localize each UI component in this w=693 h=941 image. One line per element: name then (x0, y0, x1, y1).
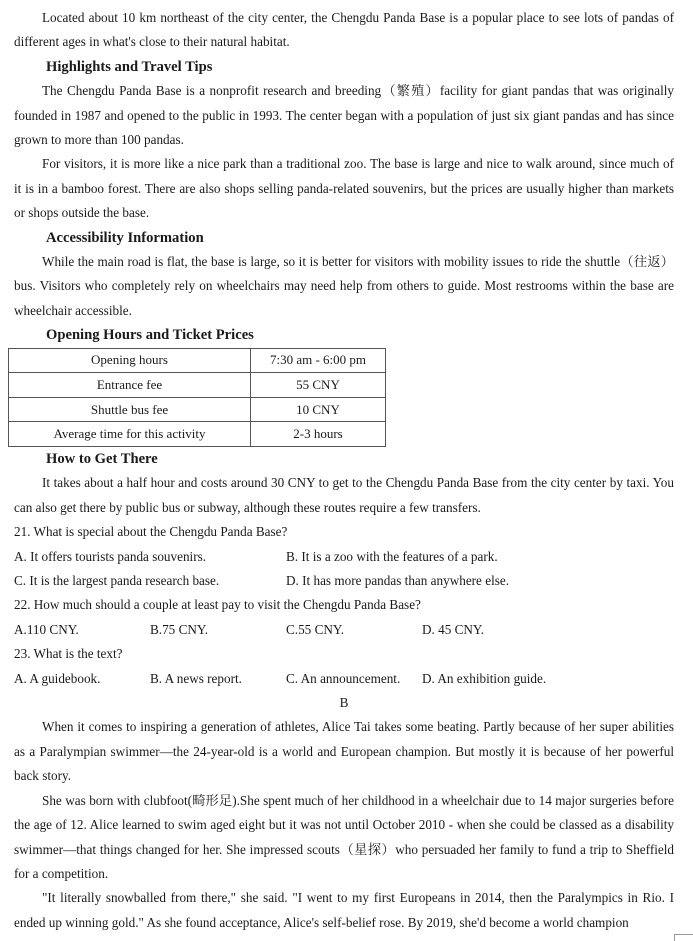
highlights-heading: Highlights and Travel Tips (46, 58, 213, 75)
question-23: 23. What is the text? (14, 646, 123, 662)
hours-heading: Opening Hours and Ticket Prices (46, 327, 254, 344)
question-21-options-row-1 (14, 545, 674, 569)
option-b: B. It is a zoo with the features of a park. (286, 548, 498, 564)
table-row (9, 422, 386, 447)
highlights-paragraph-2: For visitors, it is more like a nice park than a traditional zoo. The base is large and nice to walk around, since much of it is in a bamboo forest. There are also shops selling panda-related souvenirs, but the prices are usually higher than markets or shops outside the base. (14, 156, 674, 221)
accessibility-heading: Accessibility Information (46, 229, 204, 246)
option-a: A. It offers tourists panda souvenirs. (14, 548, 207, 564)
option-b: B. A news report. (150, 670, 242, 686)
passage-b-paragraph-2: She was born with clubfoot(畸形足).She spent much of her childhood in a wheelchair due to 14 major surgeries before the age of 12. Alice learned to swim aged eight but it was not until October 2010 - when she could be classed as a disability swimmer—that things changed for her. She impressed scouts（星探）who persuaded her family to fund a trip to Sheffield for a competition. (14, 792, 674, 881)
passage-b-paragraph-1: When it comes to inspiring a generation of athletes, Alice Tai takes some beating. Partly because of her super abilities as a Paralympian swimmer—the 24-year-old is a world and European champion. But mostly it is because of her powerful back story. (14, 719, 674, 784)
option-a: A. A guidebook. (14, 670, 101, 686)
option-d: D. An exhibition guide. (422, 670, 547, 686)
question-23-options (14, 667, 674, 691)
page-corner-mark (674, 934, 693, 941)
ticket-table (8, 348, 386, 447)
getting-there-heading: How to Get There (46, 451, 158, 468)
table-cell: Average time for this activity (9, 422, 251, 447)
passage-b-label: B (339, 695, 349, 711)
table-row (9, 348, 386, 373)
option-d: D. It has more pandas than anywhere else. (286, 573, 510, 589)
question-22: 22. How much should a couple at least pay to visit the Chengdu Panda Base? (14, 597, 421, 613)
accessibility-paragraph: While the main road is flat, the base is large, so it is better for visitors with mobility issues to ride the shuttle（往返）bus. Visitors who completely rely on wheelchairs may need help from others to guide. Most restrooms within the base are wheelchair accessible. (14, 254, 674, 318)
option-b: B.75 CNY. (150, 621, 209, 637)
table-cell: 10 CNY (251, 397, 386, 422)
option-a: A.110 CNY. (14, 621, 79, 637)
option-c: C.55 CNY. (286, 621, 345, 637)
question-21: 21. What is special about the Chengdu Panda Base? (14, 524, 288, 540)
highlights-paragraph-1: The Chengdu Panda Base is a nonprofit research and breeding（繁殖）facility for giant pandas that was originally founded in 1987 and opened to the public in 1993. The center began with a population of just six giant pandas and has since grown to more than 100 pandas. (14, 83, 674, 148)
option-c: C. It is the largest panda research base. (14, 573, 220, 589)
table-cell: 7:30 am - 6:00 pm (251, 348, 386, 373)
passage-a-intro: Located about 10 km northeast of the city center, the Chengdu Panda Base is a popular place to see lots of pandas of different ages in what's close to their natural habitat. (14, 10, 674, 50)
table-cell: 55 CNY (251, 373, 386, 398)
option-c: C. An announcement. (286, 670, 401, 686)
document-page (14, 6, 674, 935)
question-22-options (14, 618, 674, 642)
table-row (9, 373, 386, 398)
passage-b-paragraph-3: "It literally snowballed from there," she said. "I went to my first Europeans in 2014, then the Paralympics in Rio. I ended up winning gold." As she found acceptance, Alice's self-belief rose. By 2019, she'd become a world champion (14, 890, 674, 930)
table-cell: Opening hours (9, 348, 251, 373)
table-row (9, 397, 386, 422)
question-21-options-row-2 (14, 569, 674, 593)
option-d: D. 45 CNY. (422, 621, 485, 637)
table-cell: Entrance fee (9, 373, 251, 398)
table-cell: Shuttle bus fee (9, 397, 251, 422)
getting-there-paragraph: It takes about a half hour and costs around 30 CNY to get to the Chengdu Panda Base from the city center by taxi. You can also get there by public bus or subway, although these routes require a few transfers. (14, 475, 674, 515)
table-cell: 2-3 hours (251, 422, 386, 447)
